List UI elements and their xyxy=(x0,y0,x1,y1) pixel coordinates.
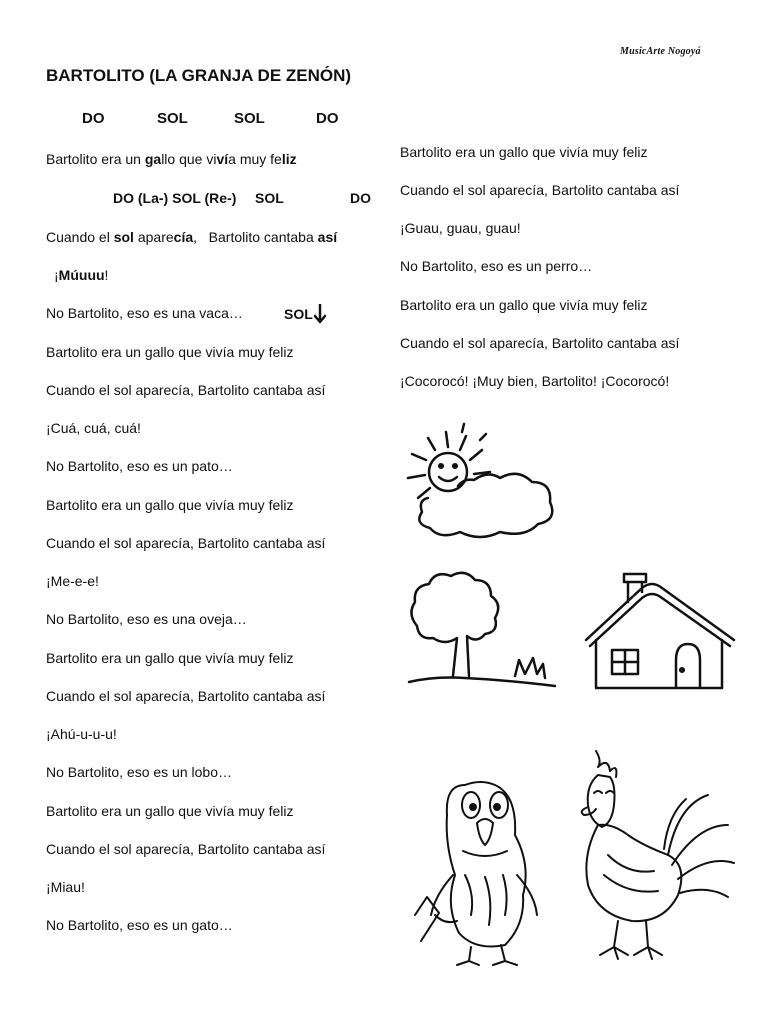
lyric-line-right: Bartolito era un gallo que vivía muy feliz xyxy=(400,297,648,313)
chord-sol-2: SOL xyxy=(234,110,265,127)
brand-signature: MusicArte Nogoyá xyxy=(620,46,701,57)
tree-illustration xyxy=(405,568,565,693)
lyric-line: No Bartolito, eso es un pato… xyxy=(46,458,233,474)
down-arrow-icon xyxy=(314,304,326,324)
lyric-line-right: Bartolito era un gallo que vivía muy feliz xyxy=(400,144,648,160)
lyric-line: ¡Me-e-e! xyxy=(46,573,99,589)
parrot-illustration xyxy=(405,765,555,970)
lyric-line: Cuando el sol aparecía, Bartolito cantaba así xyxy=(46,382,326,398)
lyric-line: Cuando el sol aparecía, Bartolito cantaba así xyxy=(46,841,326,857)
lyric-line: Bartolito era un gallo que vivía muy feliz xyxy=(46,497,294,513)
song-title: BARTOLITO (LA GRANJA DE ZENÓN) xyxy=(46,66,352,85)
chord-sol-3: SOL xyxy=(255,190,284,206)
house-illustration xyxy=(582,570,742,695)
lyric-line: Bartolito era un gallo que vivía muy feliz xyxy=(46,803,294,819)
chord-do-3: DO xyxy=(350,190,371,206)
lyric-line-right: ¡Guau, guau, guau! xyxy=(400,220,521,236)
chord-do-1: DO xyxy=(82,110,105,127)
chord-group-do-la-sol-re: DO (La-) SOL (Re-) xyxy=(113,190,237,206)
sun-cloud-illustration xyxy=(400,420,565,545)
lyric-line: Bartolito era un gallo que vivía muy feliz xyxy=(46,650,294,666)
rooster-illustration xyxy=(568,745,743,970)
lyric-line-2: Cuando el sol aparecía, Bartolito cantaba así xyxy=(46,229,338,245)
chord-sol-1: SOL xyxy=(157,110,188,127)
lyric-line: Bartolito era un gallo que vivía muy feliz xyxy=(46,344,294,360)
lyric-line: Cuando el sol aparecía, Bartolito cantaba así xyxy=(46,688,326,704)
lyric-line: ¡Ahú-u-u-u! xyxy=(46,726,117,742)
lyric-line-right: Cuando el sol aparecía, Bartolito cantaba así xyxy=(400,335,680,351)
lyric-line-1: Bartolito era un gallo que vivía muy feliz xyxy=(46,151,297,167)
lyric-line-right: No Bartolito, eso es un perro… xyxy=(400,258,593,274)
lyric-line: No Bartolito, eso es un lobo… xyxy=(46,764,232,780)
lyric-line-right: Cuando el sol aparecía, Bartolito cantaba así xyxy=(400,182,680,198)
lyric-line: Cuando el sol aparecía, Bartolito cantaba así xyxy=(46,535,326,551)
lyric-line: No Bartolito, eso es un gato… xyxy=(46,917,233,933)
lyric-line-3: ¡Múuuu! xyxy=(54,267,109,283)
lyric-line-4: No Bartolito, eso es una vaca… xyxy=(46,305,243,321)
chord-do-2: DO xyxy=(316,110,339,127)
lyric-line-right: ¡Cocorocó! ¡Muy bien, Bartolito! ¡Cocorocó! xyxy=(400,373,670,389)
lyric-line: ¡Miau! xyxy=(46,879,85,895)
lyric-line: No Bartolito, eso es una oveja… xyxy=(46,611,247,627)
lyric-line: ¡Cuá, cuá, cuá! xyxy=(46,420,141,436)
chord-sol-down: SOL xyxy=(284,304,326,324)
